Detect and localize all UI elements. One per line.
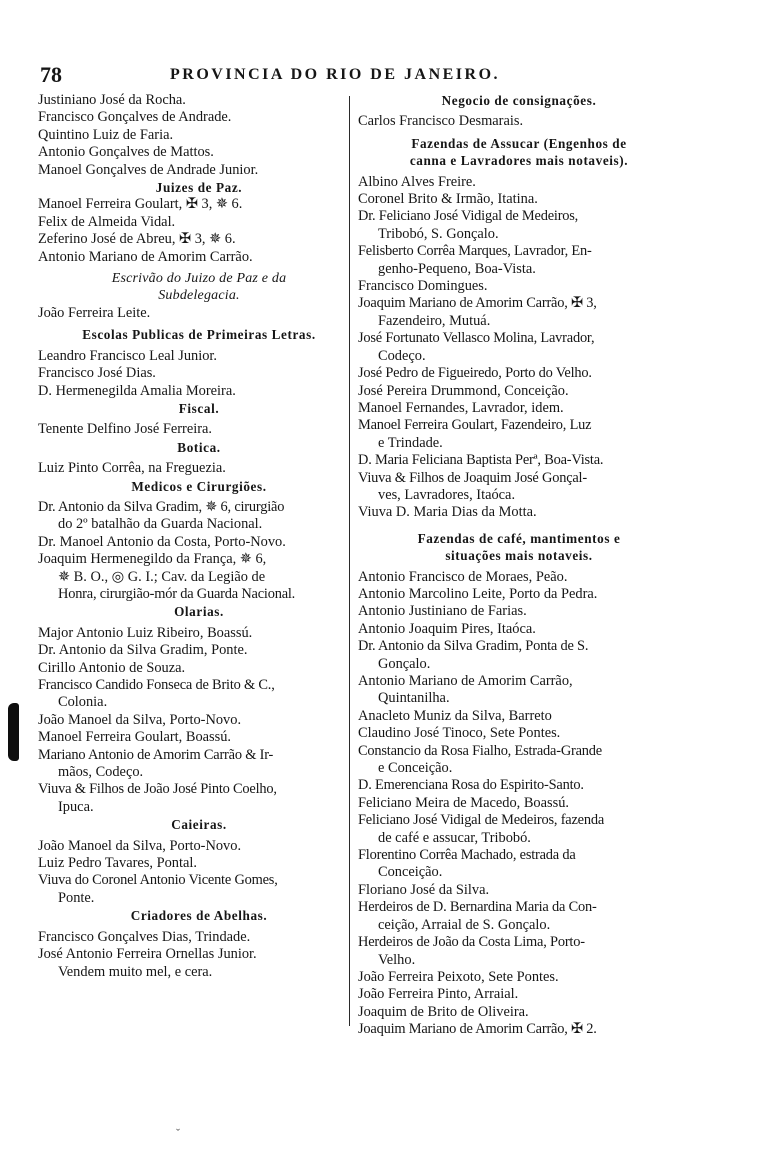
- left-column: [38, 92, 360, 981]
- list-item: Manoel Ferreira Goulart, Boassú.: [38, 729, 232, 746]
- list-item: João Ferreira Peixoto, Sete Pontes.: [358, 968, 559, 985]
- list-item: José Pereira Drummond, Conceição.: [358, 382, 569, 399]
- list-item: Tenente Delfino José Ferreira.: [38, 421, 213, 438]
- list-item: Mariano Antonio de Amorim Carrão & Ir-: [38, 746, 274, 763]
- list-item: Antonio Francisco de Moraes, Peão.: [358, 568, 568, 585]
- list-item: José Antonio Ferreira Ornellas Junior.: [38, 946, 257, 963]
- list-item: e Trindade.: [378, 434, 443, 451]
- list-item: Viuva & Filhos de João José Pinto Coelho,: [38, 781, 277, 798]
- list-item: Felisberto Corrêa Marques, Lavrador, En-: [358, 243, 592, 260]
- list-item: do 2º batalhão da Guarda Nacional.: [58, 516, 263, 533]
- section-heading-olarias: Olarias.: [174, 604, 224, 620]
- list-item: Antonio Justiniano de Farias.: [358, 603, 527, 620]
- right-column: [358, 92, 680, 1039]
- page-header: [40, 62, 680, 88]
- list-item: Quintanilha.: [378, 690, 450, 707]
- list-item: Francisco Candido Fonseca de Brito & C.,: [38, 677, 275, 693]
- list-item: José Fortunato Vellasco Molina, Lavrador,: [358, 330, 595, 347]
- list-item: Quintino Luiz de Faria.: [38, 126, 174, 143]
- list-item: Joaquim de Brito de Oliveira.: [358, 1003, 529, 1020]
- page-number: 78: [40, 62, 62, 87]
- list-item: João Ferreira Pinto, Arraial.: [358, 986, 519, 1003]
- section-heading-assucar-cont: canna e Lavradores mais notaveis).: [409, 153, 629, 169]
- list-item: Dr. Antonio da Silva Gradim, Ponte.: [38, 642, 248, 659]
- list-item: Antonio Mariano de Amorim Carrão.: [38, 248, 253, 265]
- list-item: Joaquim Mariano de Amorim Carrão, ✠ 3,: [358, 295, 597, 312]
- list-item: Colonia.: [58, 694, 108, 711]
- list-item: Viuva & Filhos de Joaquim José Gonçal-: [358, 469, 587, 486]
- list-item: Luiz Pinto Corrêa, na Freguezia.: [38, 460, 226, 477]
- list-item: Honra, cirurgião-mór da Guarda Nacional.: [58, 585, 296, 602]
- list-item: Joaquim Mariano de Amorim Carrão, ✠ 2.: [358, 1021, 597, 1038]
- list-item: Joaquim Hermenegildo da França, ✵ 6,: [38, 551, 267, 568]
- list-item: genho-Pequeno, Boa-Vista.: [378, 260, 536, 277]
- list-item: José Pedro de Figueiredo, Porto do Velho.: [358, 365, 592, 382]
- list-item: Floriano José da Silva.: [358, 881, 490, 898]
- list-item: Luiz Pedro Tavares, Pontal.: [38, 855, 197, 872]
- list-item: João Manoel da Silva, Porto-Novo.: [38, 837, 242, 854]
- section-heading-cafe-cont: situações mais notaveis.: [445, 548, 593, 564]
- list-item: ves, Lavradores, Itaóca.: [378, 486, 516, 503]
- section-heading-cafe: Fazendas de café, mantimentos e: [417, 530, 621, 546]
- list-item: Dr. Antonio da Silva Gradim, ✵ 6, cirurgião: [38, 498, 285, 515]
- list-item: Ipuca.: [58, 798, 94, 815]
- list-item: ceição, Arraial de S. Gonçalo.: [378, 916, 551, 933]
- list-item: Tribobó, S. Gonçalo.: [378, 225, 499, 242]
- list-item: Justiniano José da Rocha.: [38, 92, 186, 108]
- running-title: PROVINCIA DO RIO DE JANEIRO.: [170, 66, 501, 83]
- list-item: Dr. Antonio da Silva Gradim, Ponta de S.: [358, 638, 589, 655]
- section-heading-escrivao-cont: Subdelegacia.: [158, 288, 240, 304]
- list-item: Manoel Ferreira Goulart, Fazendeiro, Luz: [358, 417, 592, 434]
- list-item: Herdeiros de João da Costa Lima, Porto-: [358, 934, 585, 951]
- list-item: Constancio da Rosa Fialho, Estrada-Grande: [358, 742, 602, 759]
- list-item: Feliciano Meira de Macedo, Boassú.: [358, 794, 570, 811]
- list-item: de café e assucar, Tribobó.: [378, 829, 531, 846]
- list-item: Francisco José Dias.: [38, 365, 156, 382]
- list-item: Carlos Francisco Desmarais.: [358, 113, 524, 130]
- list-item: Leandro Francisco Leal Junior.: [38, 347, 218, 364]
- list-item: Francisco Gonçalves de Andrade.: [38, 109, 232, 126]
- section-heading-escrivao: Escrivão do Juizo de Paz e da: [111, 271, 287, 287]
- list-item: Vendem muito mel, e cera.: [58, 963, 213, 980]
- list-item: Manoel Fernandes, Lavrador, idem.: [358, 399, 564, 416]
- list-item: Codeço.: [378, 347, 426, 364]
- list-item: Antonio Mariano de Amorim Carrão,: [358, 673, 573, 689]
- list-item: mãos, Codeço.: [58, 764, 144, 781]
- list-item: Felix de Almeida Vidal.: [38, 213, 176, 230]
- list-item: Viuva do Coronel Antonio Vicente Gomes,: [38, 872, 278, 889]
- list-item: D. Maria Feliciana Baptista Perª, Boa-Vista.: [358, 452, 604, 469]
- list-item: Albino Alves Freire.: [358, 173, 476, 190]
- footer-mark: ˇ: [176, 1126, 180, 1140]
- section-heading-botica: Botica.: [177, 439, 221, 455]
- list-item: Fazendeiro, Mutuá.: [378, 312, 491, 329]
- list-item: ✵ B. O., ◎ G. I.; Cav. da Legião de: [58, 568, 266, 585]
- section-heading-consignacoes: Negocio de consignações.: [441, 93, 597, 108]
- margin-ink-mark: [8, 703, 19, 761]
- list-item: Coronel Brito & Irmão, Itatina.: [358, 191, 538, 208]
- list-item: Antonio Joaquim Pires, Itaóca.: [358, 620, 536, 637]
- list-item: Antonio Marcolino Leite, Porto da Pedra.: [358, 585, 598, 602]
- list-item: Herdeiros de D. Bernardina Maria da Con-: [358, 899, 597, 916]
- list-item: Feliciano José Vidigal de Medeiros, fazenda: [358, 812, 605, 829]
- column-divider: [349, 96, 350, 1026]
- list-item: Anacleto Muniz da Silva, Barreto: [358, 707, 552, 724]
- list-item: Ponte.: [58, 889, 95, 906]
- list-item: Francisco Gonçalves Dias, Trindade.: [38, 928, 251, 945]
- list-item: Dr. Manoel Antonio da Costa, Porto-Novo.: [38, 533, 286, 550]
- list-item: e Conceição.: [378, 760, 453, 777]
- section-heading-caieiras: Caieiras.: [171, 817, 227, 833]
- list-item: Francisco Domingues.: [358, 278, 488, 295]
- list-item: Claudino José Tinoco, Sete Pontes.: [358, 725, 561, 742]
- list-item: Velho.: [378, 951, 416, 968]
- list-item: D. Hermenegilda Amalia Moreira.: [38, 382, 236, 399]
- section-heading-abelhas: Criadores de Abelhas.: [130, 908, 268, 924]
- list-item: Major Antonio Luiz Ribeiro, Boassú.: [38, 624, 253, 641]
- section-heading-fiscal: Fiscal.: [178, 400, 220, 416]
- section-heading-assucar: Fazendas de Assucar (Engenhos de: [411, 135, 627, 151]
- list-item: Conceição.: [378, 864, 443, 881]
- list-item: Manoel Gonçalves de Andrade Junior.: [38, 161, 259, 178]
- section-heading-juizes: Juizes de Paz.: [155, 180, 243, 196]
- list-item: Cirillo Antonio de Souza.: [38, 659, 186, 676]
- list-item: D. Emerenciana Rosa do Espirito-Santo.: [358, 777, 584, 794]
- list-item: Manoel Ferreira Goulart, ✠ 3, ✵ 6.: [38, 196, 243, 213]
- list-item: Dr. Feliciano José Vidigal de Medeiros,: [358, 208, 579, 225]
- list-item: Zeferino José de Abreu, ✠ 3, ✵ 6.: [38, 231, 236, 248]
- list-item: Viuva D. Maria Dias da Motta.: [358, 504, 537, 521]
- list-item: Gonçalo.: [378, 655, 431, 672]
- list-item: João Manoel da Silva, Porto-Novo.: [38, 711, 242, 728]
- list-item: Florentino Corrêa Machado, estrada da: [358, 847, 576, 864]
- section-heading-escolas: Escolas Publicas de Primeiras Letras.: [82, 327, 316, 343]
- list-item: João Ferreira Leite.: [38, 304, 151, 321]
- list-item: Antonio Gonçalves de Mattos.: [38, 144, 214, 161]
- section-heading-medicos: Medicos e Cirurgiões.: [131, 478, 267, 494]
